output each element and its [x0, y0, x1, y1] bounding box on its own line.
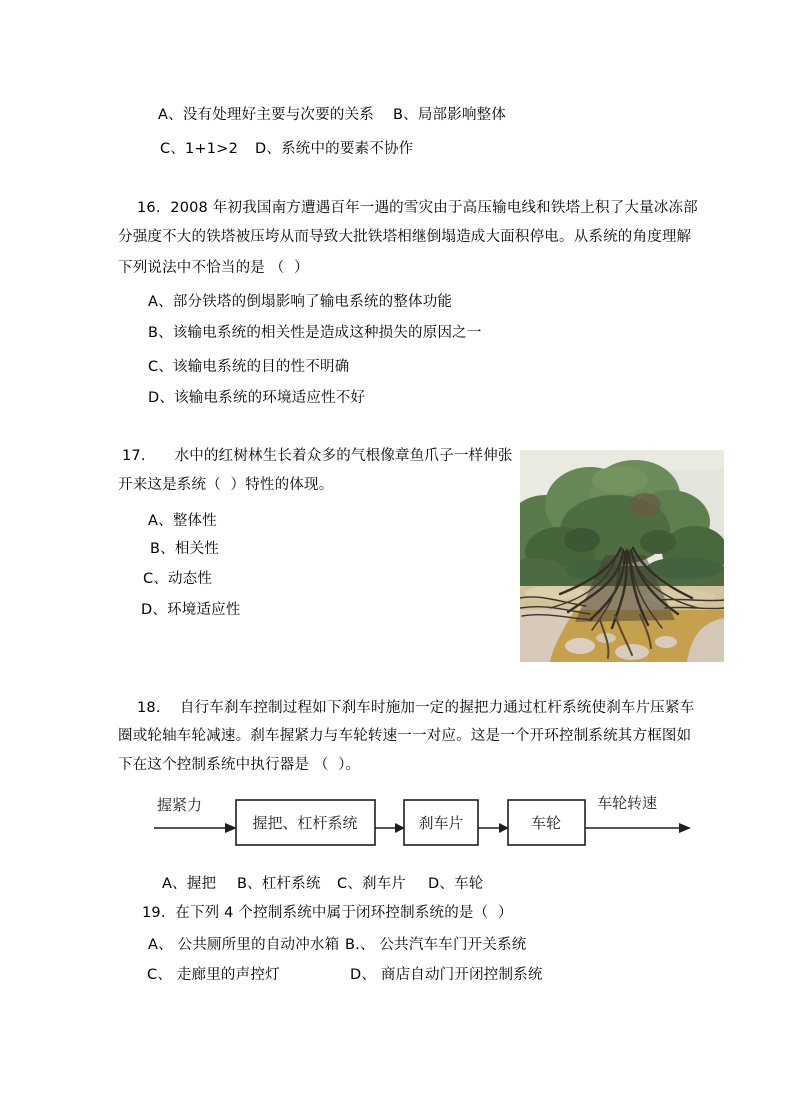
q16-option-c: C、该输电系统的目的性不明确: [148, 359, 350, 375]
q18-option-a: A、握把: [162, 876, 217, 892]
diagram-input-label: 握紧力: [157, 796, 203, 814]
q15-option-c: C、1+1>2: [160, 141, 238, 157]
q18-stem-line-2: 圈或轮轴车轮减速。刹车握紧力与车轮转速一一对应。这是一个开环控制系统其方框图如: [118, 728, 692, 744]
q18-option-b: B、杠杆系统: [237, 876, 321, 892]
q15-option-b: B、局部影响整体: [393, 107, 507, 123]
q16-stem-line-3: 下列说法中不恰当的是 （ ）: [118, 260, 309, 276]
open-loop-control-block-diagram: [140, 792, 700, 860]
q16-stem-line-1: 16. 2008 年初我国南方遭遇百年一遇的雪灾由于高压输电线和铁塔上积了大量冰冻部: [137, 200, 698, 216]
q19-option-b: B.、 公共汽车车门开关系统: [345, 937, 527, 953]
diagram-box1-label: 握把、杠杆系统: [252, 814, 358, 832]
q19-option-d: D、 商店自动门开闭控制系统: [350, 967, 543, 983]
diagram-box2-label: 刹车片: [418, 814, 464, 832]
q18-stem-line-1: 18. 自行车刹车控制过程如下刹车时施加一定的握把力通过杠杆系统使刹车片压紧车: [137, 700, 695, 716]
q17-option-b: B、相关性: [150, 541, 219, 557]
q16-option-b: B、该输电系统的相关性是造成这种损失的原因之一: [148, 325, 482, 341]
mangrove-tree-photo: [520, 450, 724, 662]
q17-stem-line-2: 开来这是系统（ ）特性的体现。: [118, 477, 334, 493]
diagram-output-label: 车轮转速: [597, 794, 658, 812]
arrow-output: [679, 823, 691, 833]
q18-option-c: C、刹车片: [337, 876, 407, 892]
q17-option-c: C、动态性: [143, 571, 213, 587]
q16-stem-line-2: 分强度不大的铁塔被压垮从而导致大批铁塔相继倒塌造成大面积停电。从系统的角度理解: [118, 229, 692, 245]
q17-option-d: D、环境适应性: [141, 602, 241, 618]
q17-stem-line-1: 17. 水中的红树林生长着众多的气根像章鱼爪子一样伸张: [122, 448, 513, 464]
q18-option-d: D、车轮: [428, 876, 484, 892]
q15-option-a: A、没有处理好主要与次要的关系: [158, 107, 374, 123]
q17-option-a: A、整体性: [148, 513, 217, 529]
q19-stem: 19. 在下列 4 个控制系统中属于闭环控制系统的是（ ）: [142, 905, 513, 921]
diagram-box3-label: 车轮: [530, 814, 562, 832]
q16-option-d: D、该输电系统的环境适应性不好: [148, 390, 366, 406]
q18-stem-line-3: 下在这个控制系统中执行器是 （ ）。: [118, 757, 361, 773]
q16-option-a: A、部分铁塔的倒塌影响了输电系统的整体功能: [148, 294, 453, 310]
mangrove-photo-art: [520, 450, 724, 662]
q19-option-c: C、 走廊里的声控灯: [147, 967, 280, 983]
q19-option-a: A、 公共厕所里的自动冲水箱: [148, 937, 340, 953]
q15-option-d: D、系统中的要素不协作: [255, 141, 414, 157]
